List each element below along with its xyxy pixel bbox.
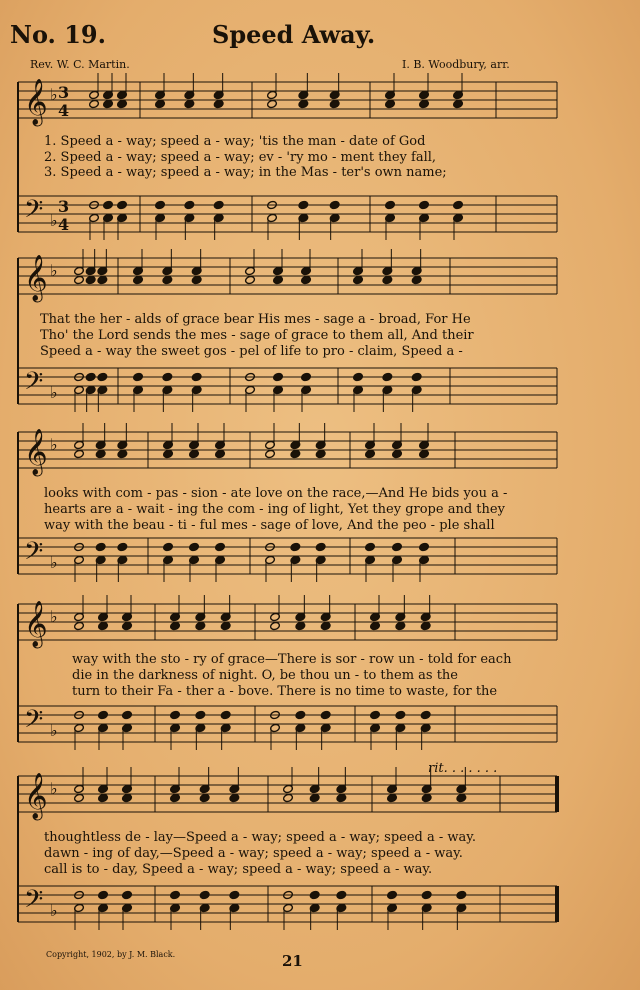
note-head [320, 710, 331, 719]
note-head [195, 710, 206, 719]
note-head [290, 542, 301, 551]
note-head [387, 793, 398, 802]
note-head [220, 621, 231, 630]
note-head [133, 372, 144, 381]
flat-sign: ♭ [50, 383, 58, 402]
note-head [122, 890, 133, 899]
author-credit: Rev. W. C. Martin. [30, 58, 130, 71]
note-head [387, 890, 398, 899]
note-head [298, 200, 309, 209]
note-head [98, 710, 109, 719]
note-head [103, 99, 114, 108]
rit-marking: rit. . . . . . . [428, 761, 498, 776]
note-head [273, 372, 284, 381]
lyric-line: die in the darkness of night. O, be thou un - to them as the [72, 668, 458, 683]
note-head [195, 621, 206, 630]
note-head [295, 710, 306, 719]
note-head [365, 449, 376, 458]
flat-sign: ♭ [50, 607, 58, 626]
time-signature-bottom: 4 [58, 101, 70, 120]
note-head [191, 275, 202, 284]
note-head [420, 621, 431, 630]
note-head [215, 542, 226, 551]
note-head [353, 372, 364, 381]
note-head [95, 542, 106, 551]
lyric-line: way with the sto - ry of grace—There is sor - row un - told for each [72, 652, 512, 667]
note-head [382, 275, 393, 284]
arranger-credit: I. B. Woodbury, arr. [402, 58, 510, 71]
note-head [265, 449, 276, 458]
note-head [329, 200, 340, 209]
note-head [411, 372, 422, 381]
note-head [290, 449, 301, 458]
bass-clef: 𝄢 [24, 537, 44, 572]
note-head [298, 99, 309, 108]
note-head [162, 372, 173, 381]
note-head [456, 890, 467, 899]
note-head [267, 99, 278, 108]
note-head [98, 621, 109, 630]
note-head [103, 200, 114, 209]
note-head [74, 275, 85, 284]
note-head [392, 449, 403, 458]
flat-sign: ♭ [50, 435, 58, 454]
note-head [170, 621, 181, 630]
note-head [97, 372, 108, 381]
note-head [189, 542, 200, 551]
note-head [385, 200, 396, 209]
note-head [220, 710, 231, 719]
note-head [421, 890, 432, 899]
flat-sign: ♭ [50, 261, 58, 280]
note-head [122, 621, 133, 630]
lyric-line: That the her - alds of grace bear His mes - sage a - broad, For He [40, 312, 471, 327]
note-head [98, 793, 109, 802]
note-head [419, 449, 430, 458]
treble-clef: 𝄞 [24, 429, 48, 475]
flat-sign: ♭ [50, 211, 58, 230]
note-head [122, 793, 133, 802]
lyric-line: looks with com - pas - sion - ate love on the race,—And He bids you a - [44, 486, 508, 501]
flat-sign: ♭ [50, 901, 58, 920]
note-head [419, 200, 430, 209]
note-head [385, 99, 396, 108]
hymn-number: No. 19. [10, 20, 106, 49]
note-head [336, 890, 347, 899]
note-head [117, 449, 128, 458]
treble-clef: 𝄞 [24, 773, 48, 819]
note-head [215, 449, 226, 458]
note-head [295, 621, 306, 630]
treble-clef: 𝄞 [24, 79, 48, 125]
note-head [199, 890, 210, 899]
note-head [85, 372, 96, 381]
note-head [170, 710, 181, 719]
note-head [163, 542, 174, 551]
time-signature-bottom: 4 [58, 215, 70, 234]
note-head [301, 372, 312, 381]
note-head [229, 890, 240, 899]
lyric-line: thoughtless de - lay—Speed a - way; speed a - way; speed a - way. [44, 830, 477, 845]
note-head [382, 372, 393, 381]
note-head [170, 890, 181, 899]
note-head [213, 99, 224, 108]
note-head [421, 793, 432, 802]
note-head [170, 793, 181, 802]
note-head [283, 793, 294, 802]
note-head [74, 793, 85, 802]
note-head [229, 793, 240, 802]
note-head [353, 275, 364, 284]
page-number: 21 [282, 952, 303, 970]
lyric-line: turn to their Fa - ther a - bove. There is no time to waste, for the [72, 684, 498, 699]
note-head [309, 793, 320, 802]
treble-clef: 𝄞 [24, 255, 48, 301]
lyric-line: call is to - day, Speed a - way; speed a - way; speed a - way. [44, 862, 433, 877]
note-head [74, 621, 85, 630]
lyric-line: 1. Speed a - way; speed a - way; 'tis the man - date of God [44, 134, 426, 149]
note-head [456, 793, 467, 802]
time-signature-top: 3 [58, 83, 70, 102]
note-head [245, 275, 256, 284]
note-head [98, 890, 109, 899]
note-head [85, 275, 96, 284]
note-head [184, 99, 195, 108]
note-head [315, 449, 326, 458]
note-head [301, 275, 312, 284]
note-head [117, 99, 128, 108]
note-head [117, 542, 128, 551]
note-head [453, 200, 464, 209]
note-head [95, 449, 106, 458]
flat-sign: ♭ [50, 85, 58, 104]
note-head [309, 890, 320, 899]
note-head [89, 99, 100, 108]
note-head [315, 542, 326, 551]
note-head [133, 275, 144, 284]
note-head [74, 449, 85, 458]
lyric-line: 3. Speed a - way; speed a - way; in the Mas - ter's own name; [44, 165, 447, 180]
bass-clef: 𝄢 [24, 367, 44, 402]
lyric-line: 2. Speed a - way; speed a - way; ev - 'ry mo - ment they fall, [44, 150, 437, 165]
copyright-notice: Copyright, 1902, by J. M. Black. [46, 950, 176, 959]
flat-sign: ♭ [50, 779, 58, 798]
note-head [365, 542, 376, 551]
note-head [336, 793, 347, 802]
flat-sign: ♭ [50, 553, 58, 572]
lyric-line: way with the beau - ti - ful mes - sage of love, And the peo - ple shall [44, 518, 495, 533]
note-head [117, 200, 128, 209]
note-head [163, 449, 174, 458]
note-head [213, 200, 224, 209]
note-head [320, 621, 331, 630]
note-head [419, 542, 430, 551]
note-head [162, 275, 173, 284]
note-head [420, 710, 431, 719]
note-head [199, 793, 210, 802]
hymn-title: Speed Away. [212, 20, 376, 49]
note-head [155, 99, 166, 108]
treble-clef: 𝄞 [24, 601, 48, 647]
note-head [419, 99, 430, 108]
note-head [411, 275, 422, 284]
note-head [122, 710, 133, 719]
note-head [191, 372, 202, 381]
note-head [97, 275, 108, 284]
lyric-line: Tho' the Lord sends the mes - sage of grace to them all, And their [40, 328, 474, 343]
note-head [370, 621, 381, 630]
note-head [395, 621, 406, 630]
bass-clef: 𝄢 [24, 705, 44, 740]
note-head [155, 200, 166, 209]
note-head [273, 275, 284, 284]
bass-clef: 𝄢 [24, 885, 44, 920]
bass-clef: 𝄢 [24, 195, 44, 230]
lyric-line: Speed a - way the sweet gos - pel of life to pro - claim, Speed a - [40, 344, 463, 359]
time-signature-top: 3 [58, 197, 70, 216]
note-head [270, 621, 281, 630]
note-head [189, 449, 200, 458]
lyric-line: dawn - ing of day,—Speed a - way; speed a - way; speed a - way. [44, 846, 463, 861]
note-head [453, 99, 464, 108]
note-head [370, 710, 381, 719]
note-head [184, 200, 195, 209]
note-head [395, 710, 406, 719]
note-head [329, 99, 340, 108]
lyric-line: hearts are a - wait - ing the com - ing of light, Yet they grope and they [44, 502, 505, 517]
flat-sign: ♭ [50, 721, 58, 740]
note-head [392, 542, 403, 551]
